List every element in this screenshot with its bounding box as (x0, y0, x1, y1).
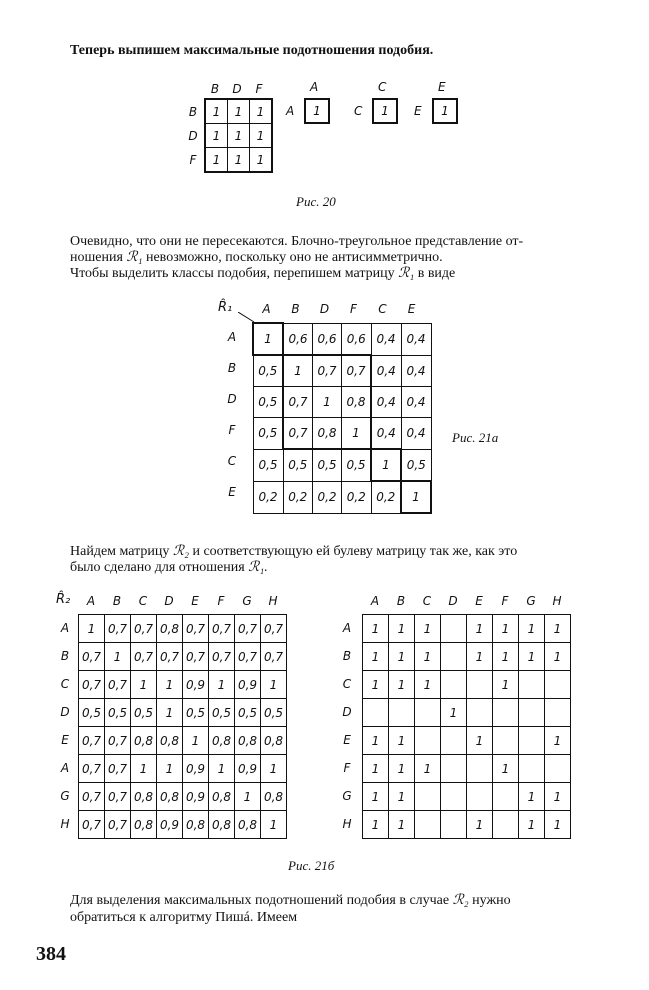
matrix-cell (441, 783, 467, 811)
fig21b-col-label: F (217, 594, 225, 608)
para3a: Найдем матрицу (70, 544, 170, 559)
matrix-cell (493, 811, 519, 839)
matrix-row (79, 783, 287, 811)
matrix-cell (441, 671, 467, 699)
fig21a-row-label: B (227, 361, 237, 375)
matrix-cell: 1 (415, 615, 441, 643)
matrix-cell: 1 (363, 783, 389, 811)
matrix-cell: 1 (545, 783, 571, 811)
matrix-cell: 1 (363, 615, 389, 643)
matrix-row (79, 755, 287, 783)
fig20-col-label: F (255, 82, 263, 96)
matrix-cell: 0,2 (342, 481, 372, 513)
matrix-row (363, 811, 571, 839)
matrix-cell: 1 (389, 671, 415, 699)
para1-line1: Очевидно, что они не пересекаются. Блочно-треугольное представление от- (70, 234, 524, 249)
para2b: в виде (417, 266, 456, 281)
matrix-cell (441, 811, 467, 839)
matrix-cell: 1 (545, 811, 571, 839)
fig21b-bool-col-label: G (526, 594, 536, 608)
fig21b-bool-col-label: F (501, 594, 509, 608)
fig21b-corner-label: R̂₂ (56, 592, 71, 607)
matrix-cell: 0,4 (401, 387, 431, 418)
fig21b-col-label: E (191, 594, 199, 608)
fig21a-col-label: F (350, 302, 357, 316)
matrix-cell: 0,5 (342, 449, 372, 481)
matrix-cell (467, 671, 493, 699)
matrix-cell: 0,9 (183, 671, 209, 699)
matrix-cell: 0,9 (183, 755, 209, 783)
matrix-cell: 1 (467, 615, 493, 643)
matrix-cell: 1 (467, 727, 493, 755)
fig21b-bool-row-label: H (342, 817, 352, 831)
fig21a-matrix (252, 322, 432, 514)
matrix-cell: 0,7 (313, 355, 342, 387)
matrix-cell: 1 (261, 671, 287, 699)
singleton-row-label: E (414, 104, 422, 118)
fig20-row-label: D (188, 129, 198, 143)
fig21b-bool-col-label: B (396, 594, 406, 608)
fig21b-caption: Рис. 21б (288, 858, 335, 873)
matrix-cell: 1 (205, 148, 228, 173)
matrix-cell: 1 (228, 148, 250, 173)
matrix-row (79, 643, 287, 671)
matrix-cell: 1 (519, 811, 545, 839)
fig21a-row-label: F (228, 423, 236, 437)
matrix-cell: 1 (261, 755, 287, 783)
matrix-cell: 1 (235, 783, 261, 811)
matrix-cell: 0,6 (283, 323, 313, 355)
matrix-cell: 1 (363, 727, 389, 755)
matrix-row (363, 643, 571, 671)
matrix-cell: 0,5 (253, 449, 283, 481)
matrix-cell: 0,9 (157, 811, 183, 839)
fig21b-row-label: B (60, 649, 70, 663)
matrix-row (205, 124, 272, 148)
matrix-cell: 0,7 (342, 355, 372, 387)
fig21b-bool-row-label: A (342, 621, 352, 635)
matrix-cell: 1 (228, 124, 250, 148)
matrix-cell: 1 (250, 124, 273, 148)
matrix-cell: 0,8 (209, 783, 235, 811)
matrix-cell: 0,2 (253, 481, 283, 513)
matrix-cell (545, 699, 571, 727)
matrix-cell: 0,4 (371, 323, 401, 355)
matrix-cell: 0,5 (131, 699, 157, 727)
para2 (70, 266, 455, 282)
matrix-cell: 0,7 (261, 643, 287, 671)
fig21b-row-label: E (61, 733, 69, 747)
matrix-cell: 0,5 (235, 699, 261, 727)
matrix-cell: 0,7 (235, 615, 261, 643)
matrix-row (79, 699, 287, 727)
intro-text: Теперь выпишем максимальные подотношения подобия. (70, 43, 434, 58)
matrix-cell: 0,7 (235, 643, 261, 671)
matrix-cell: 1 (157, 671, 183, 699)
fig21b-bool-row-labels (338, 614, 356, 838)
fig21b-row-label: G (60, 789, 70, 803)
matrix-cell: 1 (441, 699, 467, 727)
para4-line1 (70, 893, 511, 909)
singleton-box: 1 (432, 98, 458, 124)
singleton-box: 1 (372, 98, 398, 124)
matrix-cell (441, 615, 467, 643)
matrix-cell: 0,8 (131, 727, 157, 755)
fig21a-col-labels (252, 302, 426, 320)
matrix-cell (415, 699, 441, 727)
fig21b-row-label: D (60, 705, 70, 719)
matrix-cell (441, 643, 467, 671)
matrix-cell: 0,5 (253, 387, 283, 418)
matrix-cell: 0,7 (209, 615, 235, 643)
matrix-cell: 0,7 (131, 643, 157, 671)
matrix-cell: 0,8 (183, 811, 209, 839)
matrix-cell: 1 (253, 323, 283, 355)
matrix-cell: 0,7 (79, 783, 105, 811)
matrix-cell: 0,8 (313, 418, 342, 450)
matrix-cell (467, 699, 493, 727)
matrix-cell: 1 (389, 811, 415, 839)
fig21a-col-label: A (262, 302, 271, 316)
matrix-cell: 0,8 (157, 783, 183, 811)
matrix-cell: 0,5 (209, 699, 235, 727)
matrix-cell: 1 (205, 99, 228, 124)
matrix-cell: 0,8 (209, 727, 235, 755)
fig21a-col-label: D (319, 302, 330, 316)
fig21a-corner-label: R̂₁ (218, 300, 233, 315)
fig21b-row-label: A (60, 761, 70, 775)
fig21b-bool-col-labels (362, 594, 576, 612)
fig21a-col-label: B (291, 302, 300, 316)
matrix-cell: 0,5 (105, 699, 131, 727)
matrix-cell: 0,7 (157, 643, 183, 671)
matrix-cell: 1 (545, 615, 571, 643)
matrix-cell: 0,8 (209, 811, 235, 839)
fig21a-row-label: E (228, 485, 236, 499)
fig21b-row-label: H (60, 817, 70, 831)
matrix-cell: 0,7 (105, 811, 131, 839)
matrix-cell: 1 (250, 148, 273, 173)
matrix-cell: 0,4 (401, 355, 431, 387)
fig21b-bool-row-label: B (342, 649, 352, 663)
fig21a-col-label: C (378, 302, 387, 316)
para3-line2 (70, 560, 268, 576)
matrix-cell: 0,7 (183, 615, 209, 643)
matrix-cell: 1 (493, 615, 519, 643)
fig21b-col-label: A (86, 594, 96, 608)
matrix-cell (493, 699, 519, 727)
matrix-cell (519, 755, 545, 783)
matrix-cell: 1 (519, 615, 545, 643)
relation-r1-symbol: ℛ₁. (248, 560, 268, 575)
fig20-matrix (204, 98, 273, 173)
matrix-cell: 0,7 (79, 727, 105, 755)
matrix-row (253, 323, 431, 355)
fig21b-col-label: H (268, 594, 278, 608)
matrix-row (363, 783, 571, 811)
fig21b-bool-col-label: C (422, 594, 432, 608)
matrix-row (363, 699, 571, 727)
matrix-row (79, 811, 287, 839)
matrix-cell: 0,2 (283, 481, 313, 513)
matrix-row (363, 671, 571, 699)
singleton-top-label: E (438, 80, 446, 94)
matrix-cell: 1 (493, 643, 519, 671)
matrix-cell: 0,8 (235, 727, 261, 755)
matrix-cell: 0,7 (79, 755, 105, 783)
relation-r2-symbol: ℛ₂ (452, 893, 469, 908)
matrix-cell: 0,8 (157, 615, 183, 643)
matrix-cell: 1 (131, 755, 157, 783)
matrix-cell: 1 (493, 671, 519, 699)
para4-line2: обратиться к алгоритму Пишá. Имеем (70, 910, 298, 925)
matrix-cell: 1 (467, 811, 493, 839)
fig20-col-labels (204, 82, 270, 98)
matrix-cell (493, 727, 519, 755)
matrix-cell: 0,4 (371, 418, 401, 450)
matrix-cell (415, 811, 441, 839)
singleton-top-label: A (310, 80, 319, 94)
fig21b-bool-matrix (362, 614, 571, 839)
matrix-cell (389, 699, 415, 727)
fig21b-col-label: G (242, 594, 252, 608)
matrix-cell: 1 (545, 727, 571, 755)
fig21b-bool-col-label: D (448, 594, 458, 608)
matrix-cell: 0,9 (183, 783, 209, 811)
matrix-cell: 1 (389, 643, 415, 671)
fig21b-col-label: D (164, 594, 174, 608)
matrix-cell: 1 (157, 699, 183, 727)
fig21b-matrix (78, 614, 287, 839)
matrix-cell: 1 (389, 615, 415, 643)
matrix-cell: 1 (342, 418, 372, 450)
matrix-cell: 1 (415, 643, 441, 671)
matrix-cell (415, 727, 441, 755)
fig21b-col-labels (78, 594, 292, 612)
para3b: и соответствующую ей булеву матрицу так же, как это (192, 544, 518, 559)
matrix-cell: 1 (363, 811, 389, 839)
matrix-cell: 1 (209, 755, 235, 783)
matrix-row (253, 355, 431, 387)
para4a: Для выделения максимальных подотношений подобия в случае (70, 893, 450, 908)
matrix-cell: 1 (493, 755, 519, 783)
matrix-cell: 0,7 (79, 811, 105, 839)
para3c: было сделано для отношения (70, 560, 245, 575)
fig20-caption: Рис. 20 (296, 194, 336, 209)
fig20-col-label: D (232, 82, 242, 96)
fig20-col-label: B (210, 82, 220, 96)
fig21b-col-label: C (138, 594, 148, 608)
fig21a-caption: Рис. 21a (452, 430, 499, 445)
matrix-cell (493, 783, 519, 811)
matrix-row (253, 449, 431, 481)
matrix-cell: 1 (519, 783, 545, 811)
matrix-cell: 1 (79, 615, 105, 643)
para1-line2b: невозможно, поскольку оно не антисимметрично. (145, 250, 443, 265)
matrix-cell (363, 699, 389, 727)
matrix-cell (545, 755, 571, 783)
matrix-cell (519, 671, 545, 699)
matrix-cell: 0,5 (79, 699, 105, 727)
fig20-row-labels (184, 100, 202, 172)
matrix-cell: 0,8 (235, 811, 261, 839)
matrix-cell: 0,7 (105, 615, 131, 643)
matrix-cell: 1 (209, 671, 235, 699)
matrix-cell: 0,2 (313, 481, 342, 513)
matrix-cell: 1 (415, 755, 441, 783)
fig20-row-label: F (189, 153, 197, 167)
matrix-row (363, 615, 571, 643)
matrix-cell (415, 783, 441, 811)
para2a: Чтобы выделить классы подобия, перепишем матрицу (70, 266, 395, 281)
matrix-cell (441, 727, 467, 755)
matrix-cell: 0,5 (253, 355, 283, 387)
para1-line2a: ношения (70, 250, 123, 265)
matrix-cell: 0,7 (283, 418, 313, 450)
matrix-cell: 1 (371, 449, 401, 481)
matrix-cell: 0,5 (261, 699, 287, 727)
matrix-cell: 1 (467, 643, 493, 671)
fig21b-row-label: C (60, 677, 70, 691)
matrix-cell: 0,4 (401, 323, 431, 355)
matrix-cell: 0,6 (313, 323, 342, 355)
singleton-top-label: C (378, 80, 387, 94)
fig21a-col-label: E (407, 302, 416, 316)
matrix-row (205, 99, 272, 124)
matrix-cell: 0,5 (401, 449, 431, 481)
fig21a-row-label: D (227, 392, 237, 406)
para4b: нужно (472, 893, 511, 908)
matrix-row (363, 755, 571, 783)
fig21b-bool-col-label: H (552, 594, 562, 608)
matrix-cell: 0,7 (209, 643, 235, 671)
matrix-cell: 0,8 (131, 783, 157, 811)
matrix-cell: 1 (363, 643, 389, 671)
fig21b-row-label: A (60, 621, 70, 635)
matrix-cell: 0,7 (105, 671, 131, 699)
matrix-cell: 1 (250, 99, 273, 124)
matrix-cell: 1 (401, 481, 431, 513)
matrix-cell: 0,8 (342, 387, 372, 418)
fig20-row-label: B (188, 105, 198, 119)
matrix-cell: 0,4 (371, 387, 401, 418)
relation-r1-symbol: ℛ₁ (126, 250, 143, 265)
matrix-cell: 0,8 (261, 727, 287, 755)
matrix-cell: 0,4 (401, 418, 431, 450)
matrix-cell: 0,8 (131, 811, 157, 839)
singleton-row-label: C (354, 104, 363, 118)
matrix-cell: 0,9 (235, 671, 261, 699)
matrix-cell: 1 (183, 727, 209, 755)
fig21a-row-labels (222, 322, 242, 508)
matrix-cell (519, 727, 545, 755)
fig21b-col-label: B (112, 594, 122, 608)
matrix-cell: 0,7 (79, 643, 105, 671)
matrix-cell: 0,7 (131, 615, 157, 643)
matrix-cell: 1 (363, 755, 389, 783)
matrix-cell (441, 755, 467, 783)
matrix-cell: 1 (313, 387, 342, 418)
matrix-cell: 0,2 (371, 481, 401, 513)
matrix-cell: 0,5 (183, 699, 209, 727)
matrix-row (79, 615, 287, 643)
matrix-cell: 1 (105, 643, 131, 671)
matrix-cell: 0,9 (235, 755, 261, 783)
matrix-row (79, 671, 287, 699)
matrix-cell: 0,5 (283, 449, 313, 481)
matrix-cell: 0,4 (371, 355, 401, 387)
singleton-row-label: A (286, 104, 295, 118)
matrix-row (253, 418, 431, 450)
matrix-row (253, 481, 431, 513)
para3-line1 (70, 544, 517, 560)
matrix-cell: 0,7 (79, 671, 105, 699)
matrix-cell: 1 (389, 783, 415, 811)
matrix-cell: 0,5 (313, 449, 342, 481)
matrix-cell: 0,8 (261, 783, 287, 811)
matrix-cell: 1 (519, 643, 545, 671)
matrix-cell: 1 (261, 811, 287, 839)
matrix-cell: 1 (228, 99, 250, 124)
matrix-cell: 0,6 (342, 323, 372, 355)
matrix-cell (467, 755, 493, 783)
matrix-cell: 1 (363, 671, 389, 699)
fig21b-bool-row-label: E (343, 733, 351, 747)
matrix-row (253, 387, 431, 418)
matrix-cell: 0,7 (105, 783, 131, 811)
matrix-cell: 1 (389, 755, 415, 783)
matrix-cell: 1 (545, 643, 571, 671)
matrix-cell: 0,7 (283, 387, 313, 418)
fig21b-bool-row-label: F (343, 761, 351, 775)
matrix-cell: 1 (389, 727, 415, 755)
fig21b-bool-col-label: E (475, 594, 483, 608)
para1-line2 (70, 250, 443, 266)
matrix-row (79, 727, 287, 755)
matrix-cell: 1 (283, 355, 313, 387)
fig21a-row-label: A (227, 330, 237, 344)
matrix-cell: 0,7 (183, 643, 209, 671)
matrix-cell (467, 783, 493, 811)
matrix-cell (545, 671, 571, 699)
matrix-cell: 1 (157, 755, 183, 783)
matrix-cell: 1 (205, 124, 228, 148)
matrix-cell: 1 (415, 671, 441, 699)
fig21b-bool-row-label: C (342, 677, 352, 691)
fig21b-bool-row-label: G (342, 789, 352, 803)
fig21b-row-labels (56, 614, 74, 838)
matrix-cell: 0,5 (253, 418, 283, 450)
relation-r2-symbol: ℛ₂ (172, 544, 189, 559)
singleton-box: 1 (304, 98, 330, 124)
matrix-cell: 1 (131, 671, 157, 699)
matrix-cell: 0,8 (157, 727, 183, 755)
fig21b-bool-col-label: A (370, 594, 380, 608)
matrix-cell: 0,7 (105, 727, 131, 755)
matrix-row (205, 148, 272, 173)
relation-r1-symbol: ℛ₁ (398, 266, 415, 281)
fig21a-row-label: C (227, 454, 237, 468)
matrix-row (363, 727, 571, 755)
matrix-cell: 0,7 (261, 615, 287, 643)
page-number: 384 (36, 943, 66, 965)
matrix-cell: 0,7 (105, 755, 131, 783)
fig21b-bool-row-label: D (342, 705, 352, 719)
matrix-cell (519, 699, 545, 727)
